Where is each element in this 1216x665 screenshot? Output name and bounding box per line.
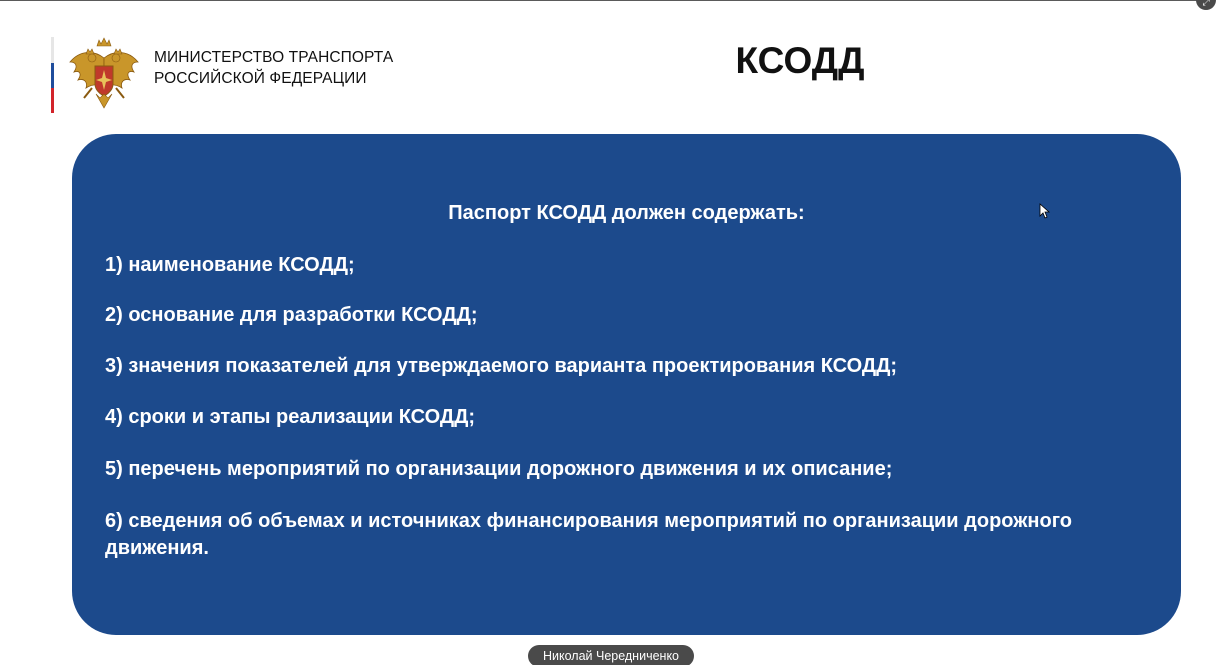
panel-heading: Паспорт КСОДД должен содержать: (448, 202, 805, 224)
russian-flag-stripe (51, 37, 54, 113)
list-item: 5) перечень мероприятий по организации дорожного движения и их описание; (105, 458, 893, 480)
content-panel (72, 134, 1181, 635)
list-item: 3) значения показателей для утверждаемого варианта проектирования КСОДД; (105, 355, 898, 377)
mouse-pointer-icon (1039, 203, 1051, 219)
ministry-name-line2: РОССИЙСКОЙ ФЕДЕРАЦИИ (154, 70, 367, 87)
participant-name-tag: Николай Чередниченко (528, 645, 694, 665)
coat-of-arms-emblem-icon (66, 36, 142, 112)
ministry-name (154, 47, 393, 89)
slide-title: КСОДД (735, 40, 865, 81)
list-item: 2) основание для разработки КСОДД; (105, 304, 478, 326)
expand-icon[interactable]: ⤢ (1196, 0, 1216, 10)
list-item: 6) сведения об объемах и источниках финансирования мероприятий по организации дорожного движения. (105, 510, 1073, 559)
window-top-border (0, 0, 1198, 1)
ministry-name-line1: МИНИСТЕРСТВО ТРАНСПОРТА (154, 49, 394, 66)
list-item: 1) наименование КСОДД; (105, 254, 355, 276)
list-item: 4) сроки и этапы реализации КСОДД; (105, 406, 476, 428)
